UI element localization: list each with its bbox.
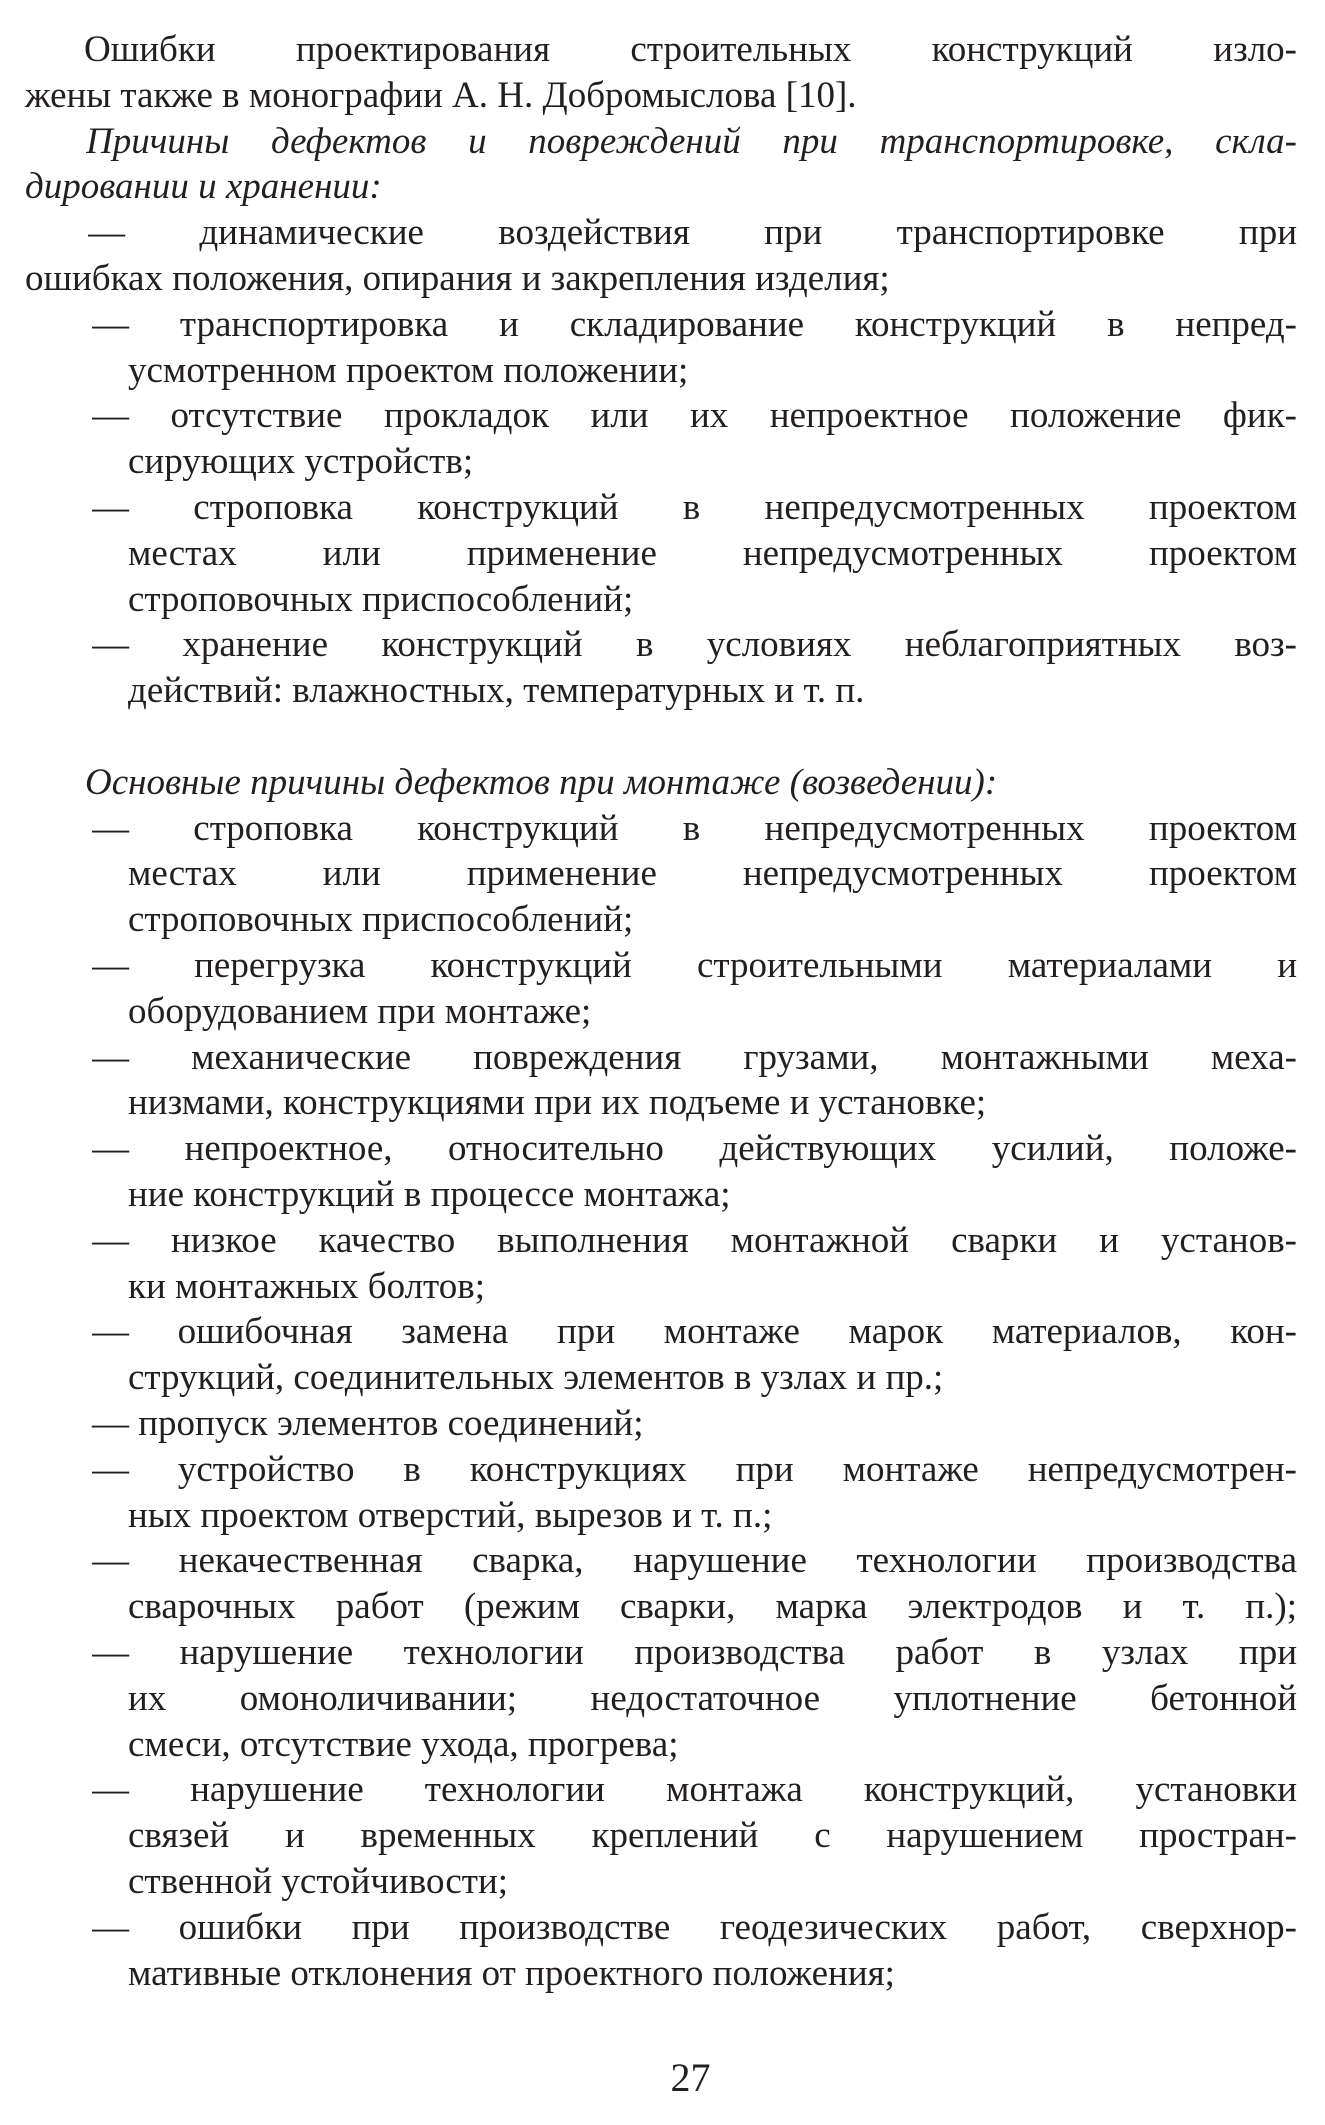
list-item-line: ственной устойчивости;	[128, 1861, 509, 1902]
list-item-line: — ошибки при производстве геодезических работ, сверхнор-	[92, 1906, 1297, 1948]
list-item-line: ных проектом отверстий, вырезов и т. п.;	[128, 1494, 773, 1536]
list-item-line: — нарушение технологии производства работ в узлах при	[92, 1632, 1297, 1673]
list-item-line: местах или применение непредусмотренных проектом	[128, 532, 1297, 574]
list-item-line: усмотренном проектом положении;	[128, 349, 689, 391]
list-item-line: — транспортировка и складирование конструкций в непред-	[92, 303, 1297, 345]
list-item-line: — строповка конструкций в непредусмотренных проектом	[92, 487, 1297, 528]
list-item-line: — непроектное, относительно действующих усилий, положе-	[92, 1128, 1297, 1170]
list-item-line: мативные отклонения от проектного положения;	[128, 1952, 895, 1994]
list-item-line: — хранение конструкций в условиях неблагоприятных воз-	[92, 624, 1297, 666]
list-item-line: — нарушение технологии монтажа конструкций, установки	[92, 1769, 1297, 1811]
list-item-line: — ошибочная замена при монтаже марок материалов, кон-	[92, 1311, 1297, 1353]
list-item-line: сирующих устройств;	[128, 441, 474, 483]
list-item-line: смеси, отсутствие ухода, прогрева;	[128, 1723, 679, 1765]
list-item-line: струкций, соединительных элементов в узлах и пр.;	[128, 1357, 944, 1399]
list-item-line: — механические повреждения грузами, монтажными меха-	[92, 1036, 1297, 1078]
list-item-line: — динамические воздействия при транспортировке при	[88, 212, 1297, 254]
list-item-line: связей и временных креплений с нарушением простран-	[128, 1815, 1297, 1857]
list-item-line: строповочных приспособлений;	[128, 578, 634, 620]
paragraph-line: жены также в монографии А. Н. Добромыслова [10].	[25, 74, 857, 116]
list-item-line: — перегрузка конструкций строительными материалами и	[92, 945, 1297, 986]
list-item-line: их омоноличивании; недостаточное уплотнение бетонной	[128, 1677, 1297, 1719]
section-heading-line: Основные причины дефектов при монтаже (возведении):	[85, 761, 998, 803]
list-item-line: оборудованием при монтаже;	[128, 990, 592, 1032]
list-item-line: ние конструкций в процессе монтажа;	[128, 1174, 731, 1215]
list-item-line: местах или применение непредусмотренных проектом	[128, 853, 1297, 895]
list-item-line: низмами, конструкциями при их подъеме и установке;	[128, 1082, 987, 1124]
paragraph-line: Ошибки проектирования строительных конструкций изло-	[84, 29, 1297, 70]
list-item-line: — устройство в конструкциях при монтаже непредусмотрен-	[92, 1448, 1297, 1490]
list-item-line: — пропуск элементов соединений;	[92, 1403, 644, 1444]
list-item-line: действий: влажностных, температурных и т. п.	[128, 670, 865, 712]
list-item-line: строповочных приспособлений;	[128, 899, 634, 941]
section-heading-line: дировании и хранении:	[25, 166, 382, 208]
section-heading-line: Причины дефектов и повреждений при транспортировке, скла-	[86, 120, 1297, 162]
list-item-line: ки монтажных болтов;	[128, 1265, 485, 1307]
list-item-line: сварочных работ (режим сварки, марка электродов и т. п.);	[128, 1586, 1297, 1628]
blank-line	[25, 714, 1297, 760]
list-item-line: — строповка конструкций в непредусмотренных проектом	[92, 807, 1297, 849]
page-number: 27	[670, 2055, 711, 2100]
list-item-line: — некачественная сварка, нарушение технологии производства	[92, 1540, 1297, 1582]
list-item-line: — низкое качество выполнения монтажной сварки и установ-	[92, 1219, 1297, 1261]
list-item-line: ошибках положения, опирания и закрепления изделия;	[25, 258, 890, 299]
list-item-line: — отсутствие прокладок или их непроектное положение фик-	[92, 395, 1297, 437]
